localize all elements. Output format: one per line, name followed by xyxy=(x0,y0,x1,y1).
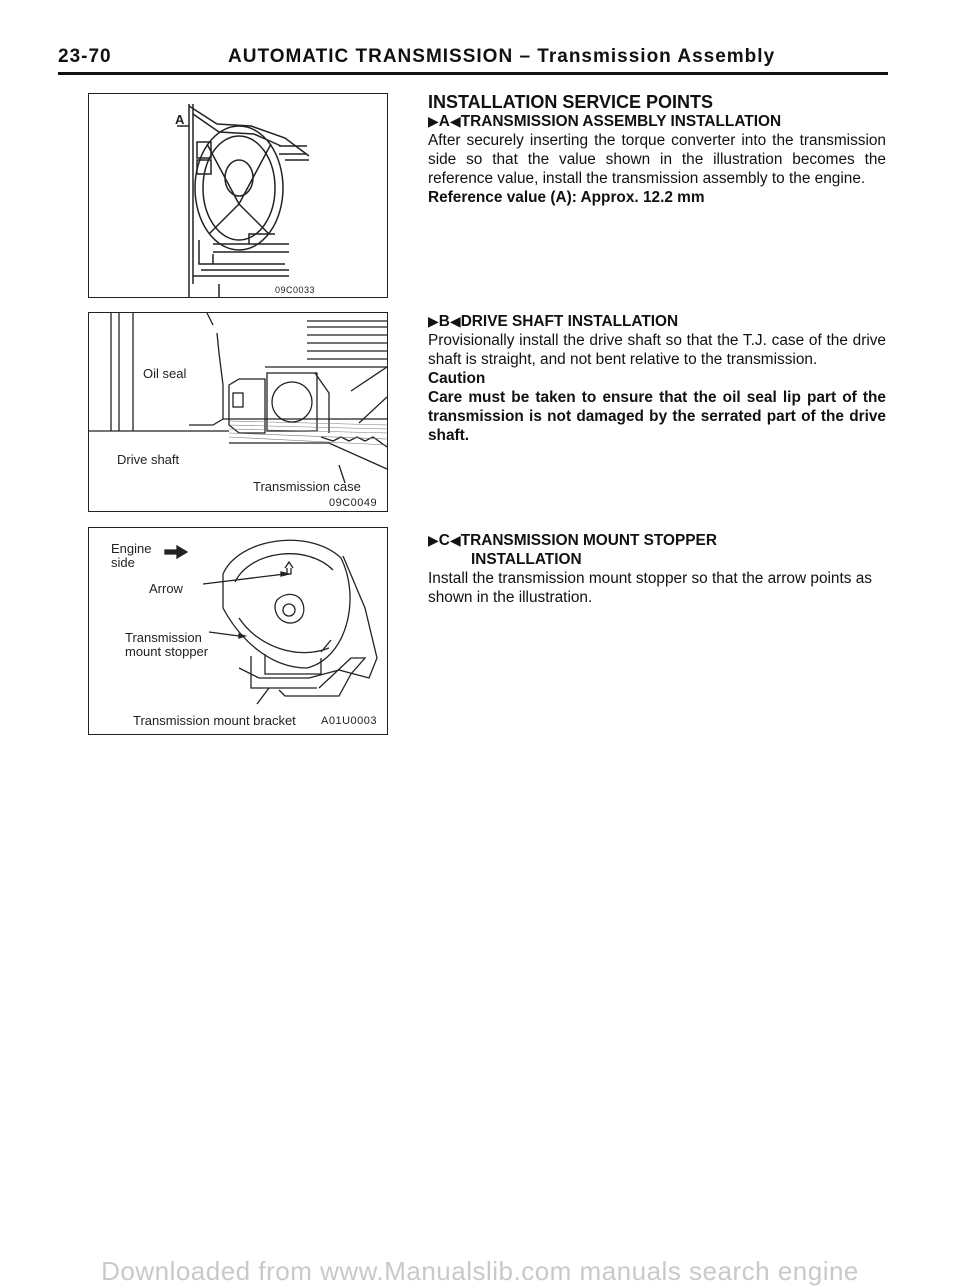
point-c-title-line2: INSTALLATION xyxy=(471,551,582,568)
figure-code: 09C0049 xyxy=(329,497,378,509)
section-title: INSTALLATION SERVICE POINTS xyxy=(428,92,714,112)
point-a-reference: Reference value (A): Approx. 12.2 mm xyxy=(428,189,705,206)
page-number: 23-70 xyxy=(58,46,112,67)
point-b-title: DRIVE SHAFT INSTALLATION xyxy=(460,313,679,330)
figure-code: 09C0033 xyxy=(275,285,316,295)
point-b-marker: B xyxy=(438,313,450,330)
point-b-heading xyxy=(428,312,886,331)
drive-shaft-label: Drive shaft xyxy=(117,452,180,467)
point-a-heading xyxy=(428,112,886,131)
torque-converter-illustration xyxy=(89,94,387,297)
point-c-heading xyxy=(428,531,886,550)
caution-label: Caution xyxy=(428,370,486,387)
point-b-body: Provisionally install the drive shaft so that the T.J. case of the drive shaft is straight, and not bent relative to the transmission. xyxy=(428,332,886,368)
section-a xyxy=(428,93,886,207)
point-a-title: TRANSMISSION ASSEMBLY INSTALLATION xyxy=(460,113,782,130)
engine-side-label-line1: Engine xyxy=(111,541,152,556)
right-triangle-icon: ▶ xyxy=(428,313,439,329)
point-c-title-line1: TRANSMISSION MOUNT STOPPER xyxy=(460,532,717,549)
engine-side-label-line2: side xyxy=(111,555,135,570)
point-c-marker: C xyxy=(438,532,450,549)
point-a-body: After securely inserting the torque converter into the transmission side so that the value shown in the illustration becomes the reference value, install the transmission assembly to the engine. xyxy=(428,132,886,187)
arrow-label: Arrow xyxy=(149,581,183,596)
right-triangle-icon: ▶ xyxy=(428,113,439,129)
stopper-label-line1: Transmission xyxy=(125,630,202,645)
stopper-label-line2: mount stopper xyxy=(125,644,209,659)
bracket-label: Transmission mount bracket xyxy=(133,713,296,728)
transmission-case-label: Transmission case xyxy=(253,479,361,494)
section-b xyxy=(428,312,886,445)
caution-text: Care must be taken to ensure that the oil seal lip part of the transmission is not damaged by the serrated part of the drive shaft. xyxy=(428,389,886,444)
figure-torque-converter xyxy=(88,93,388,298)
left-triangle-icon: ◀ xyxy=(449,113,461,129)
point-a-marker: A xyxy=(438,113,450,130)
section-c xyxy=(428,531,886,607)
figure-code: A01U0003 xyxy=(321,715,377,727)
figure-drive-shaft xyxy=(88,312,388,512)
point-c-body: Install the transmission mount stopper so that the arrow points as shown in the illustration. xyxy=(428,570,872,606)
left-triangle-icon: ◀ xyxy=(449,532,461,548)
right-triangle-icon: ▶ xyxy=(428,532,439,548)
page-title: AUTOMATIC TRANSMISSION – Transmission Assembly xyxy=(228,46,776,67)
header-rule xyxy=(58,72,888,75)
left-triangle-icon: ◀ xyxy=(449,313,461,329)
page-header xyxy=(58,44,888,72)
dimension-a-label: A xyxy=(175,112,185,127)
footer-watermark: Downloaded from www.Manualslib.com manuals search engine xyxy=(101,1256,859,1286)
figure-mount-stopper xyxy=(88,527,388,735)
oil-seal-label: Oil seal xyxy=(143,366,187,381)
